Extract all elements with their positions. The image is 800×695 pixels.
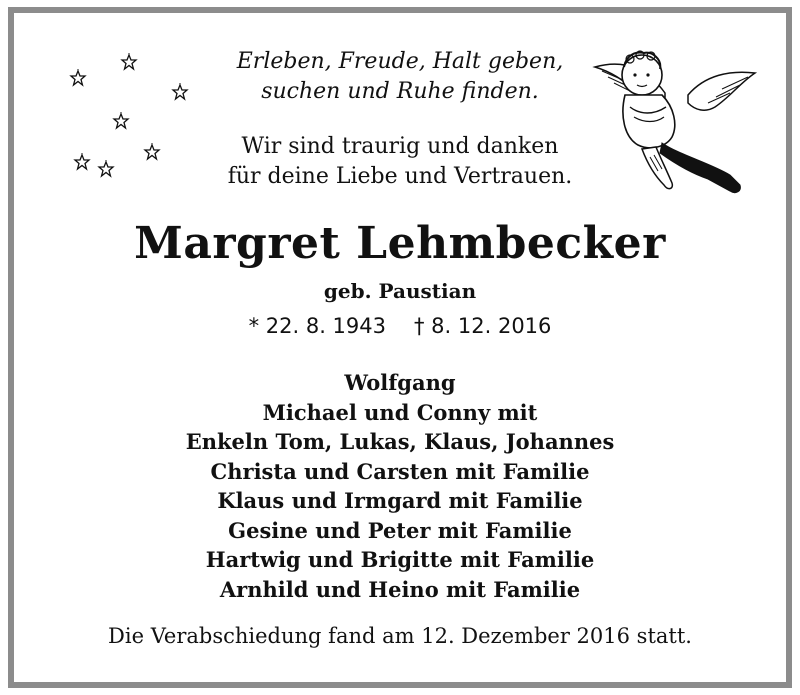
star-icon [114,112,128,128]
deceased-name: Margret Lehmbecker [134,218,666,269]
life-dates [0,312,800,340]
family-member: Hartwig und Brigitte mit Familie [205,547,595,572]
poem-line: suchen und Ruhe finden. [261,79,539,104]
family-member: Wolfgang [344,370,456,395]
birth-date: * 22. 8. 1943 [248,314,386,338]
death-date: † 8. 12. 2016 [414,314,552,338]
poem-line: Erleben, Freude, Halt geben, [236,49,564,74]
thanks-line: für deine Liebe und Vertrauen. [227,164,573,189]
family-member: Christa und Carsten mit Familie [210,458,590,484]
family-member: Arnhild und Heino mit Familie [219,576,581,602]
thanks-text [0,132,800,192]
family-list [0,368,800,604]
family-member: Klaus und Irmgard mit Familie [217,488,583,513]
family-member: Enkeln Tom, Lukas, Klaus, Johannes [185,429,615,454]
family-member: Gesine und Peter mit Familie [228,517,572,543]
birth-name: geb. Paustian [323,279,477,303]
family-member: Michael und Conny mit [262,399,538,425]
thanks-line: Wir sind traurig und danken [241,134,559,159]
poem [0,47,800,107]
farewell-notice: Die Verabschiedung fand am 12. Dezember 2016 statt. [108,624,692,648]
